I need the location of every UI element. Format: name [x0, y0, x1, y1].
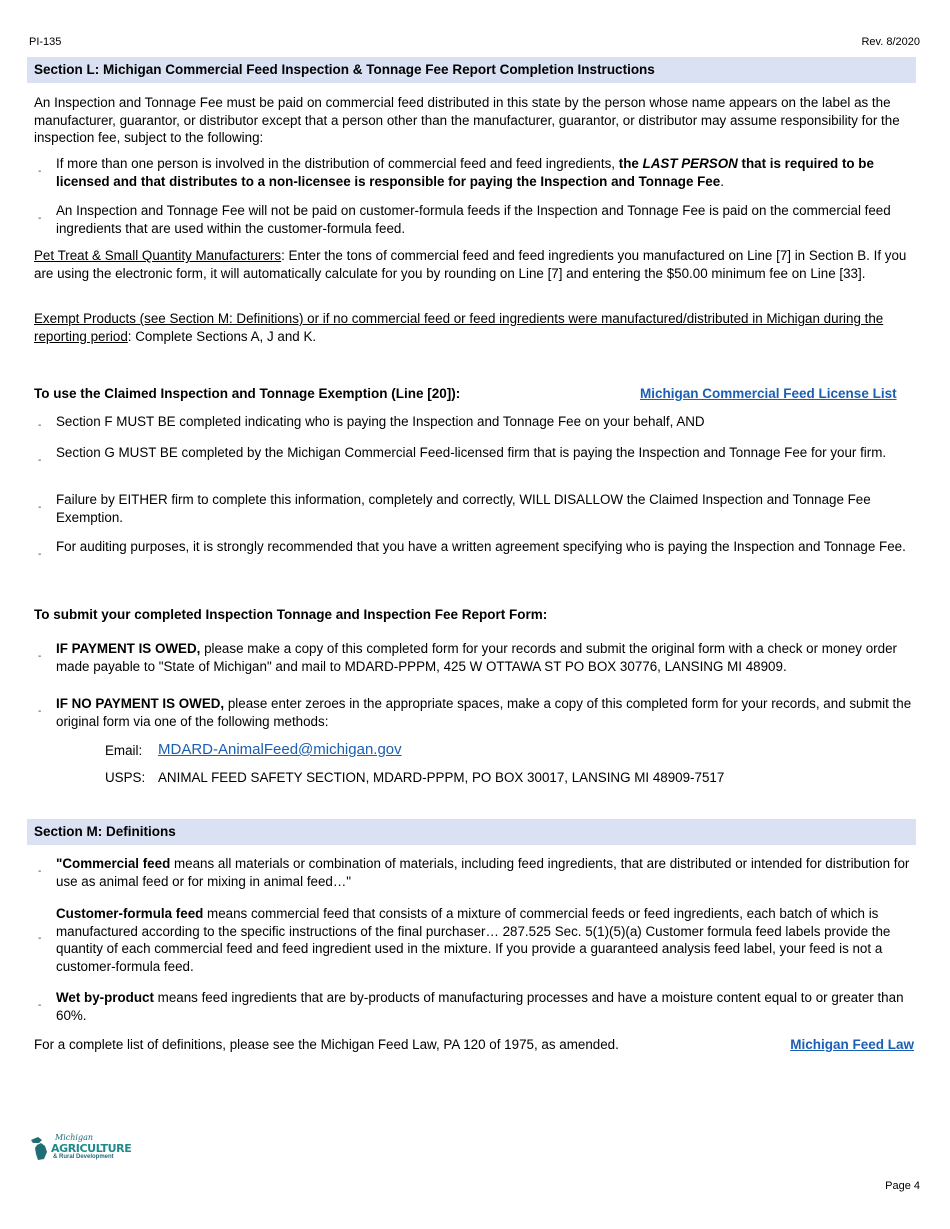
claimed-item: For auditing purposes, it is strongly recommended that you have a written agreement specifying who is paying the Inspection and Tonnage Fee.	[56, 539, 906, 554]
form-id: PI-135	[29, 36, 62, 48]
submit-heading: To submit your completed Inspection Tonnage and Inspection Fee Report Form:	[34, 607, 548, 622]
bullet-customer-formula: An Inspection and Tonnage Fee will not be paid on customer-formula feeds if the Inspection and Tonnage Fee is paid on the commercial feed ingredients that are used within the customer-formula feed.	[56, 203, 891, 236]
no-payment-label: IF NO PAYMENT IS OWED,	[56, 696, 225, 711]
bullet-marker: -	[38, 166, 42, 177]
bullet-bold: that is required to be licensed and that distributes to a non-licensee is responsible for paying the Inspection and Tonnage Fee	[56, 156, 874, 189]
bullet-bold-italic: LAST PERSON	[642, 156, 738, 171]
email-link[interactable]: MDARD-AnimalFeed@michigan.gov	[158, 741, 402, 758]
no-payment-item	[56, 695, 912, 730]
bullet-marker: -	[38, 420, 42, 431]
bullet-marker: -	[38, 651, 42, 662]
pet-treat-paragraph	[34, 247, 914, 282]
payment-owed-label: IF PAYMENT IS OWED,	[56, 641, 201, 656]
feed-law-link[interactable]: Michigan Feed Law	[790, 1037, 914, 1052]
bullet-marker: -	[38, 502, 42, 513]
page-number: Page 4	[885, 1180, 920, 1192]
logo-line1: Michigan	[55, 1133, 93, 1142]
definition-term: Customer-formula feed	[56, 906, 204, 921]
revision-date: Rev. 8/2020	[861, 36, 920, 48]
usps-address: ANIMAL FEED SAFETY SECTION, MDARD-PPPM, PO BOX 30017, LANSING MI 48909-7517	[158, 770, 725, 785]
bullet-marker: -	[38, 1000, 42, 1011]
usps-label: USPS:	[105, 770, 146, 785]
license-list-link[interactable]: Michigan Commercial Feed License List	[640, 386, 897, 401]
section-m-header: Section M: Definitions	[27, 819, 916, 845]
email-label: Email:	[105, 743, 143, 758]
claimed-item: Section G MUST BE completed by the Michigan Commercial Feed-licensed firm that is paying the Inspection and Tonnage Fee for your firm.	[56, 445, 887, 460]
bullet-marker: -	[38, 455, 42, 466]
pet-treat-label: Pet Treat & Small Quantity Manufacturers	[34, 248, 282, 263]
claimed-item: Failure by EITHER firm to complete this information, completely and correctly, WILL DISALLOW the Claimed Inspection and Tonnage Fee Exemption.	[56, 492, 871, 525]
bullet-last-person	[56, 155, 912, 190]
exempt-text: : Complete Sections A, J and K.	[127, 328, 317, 344]
section-l-header: Section L: Michigan Commercial Feed Inspection & Tonnage Fee Report Completion Instructions	[27, 57, 916, 83]
definitions-footer-text: For a complete list of definitions, please see the Michigan Feed Law, PA 120 of 1975, as amended.	[34, 1037, 619, 1052]
definition-text: means feed ingredients that are by-products of manufacturing processes and have a moisture content equal to or greater than 60%.	[56, 990, 904, 1023]
definition-text: means all materials or combination of materials, including feed ingredients, that are distributed or intended for distribution for use as animal feed or for mixing in animal feed…"	[56, 856, 910, 889]
payment-owed-text: please make a copy of this completed form for your records and submit the original form with a check or money order made payable to "State of Michigan" and mail to MDARD-PPPM, 425 W OTTAWA ST PO BOX 30776, LANSING MI 48909.	[56, 641, 897, 674]
pet-treat-text: : Enter the tons of commercial feed and feed ingredients you manufactured on Line [7] in Section B. If you are using the electronic form, it will automatically calculate for you by rounding on Line [7] and entering the $50.00 minimum fee on Line [33].	[34, 248, 907, 281]
bullet-bold: the	[618, 156, 643, 171]
exempt-paragraph	[34, 310, 914, 345]
definition-term: "Commercial feed	[56, 856, 171, 871]
bullet-text: .	[720, 173, 724, 189]
exempt-label: Exempt Products (see Section M: Definitions) or if no commercial feed or feed ingredients were manufactured/distributed in Michigan during the reporting period	[34, 311, 884, 344]
no-payment-text: please enter zeroes in the appropriate spaces, make a copy of this completed form for your records, and submit the original form via one of the following methods:	[56, 696, 912, 729]
bullet-text: If more than one person is involved in the distribution of commercial feed and feed ingredients,	[56, 156, 619, 171]
bullet-marker: -	[38, 549, 42, 560]
logo-line3: & Rural Development	[53, 1154, 114, 1160]
section-l-intro: An Inspection and Tonnage Fee must be paid on commercial feed distributed in this state by the person whose name appears on the label as the manufacturer, guarantor, or distributor except that a person other than the manufacturer, guarantor, or distributor may assume responsibility for the inspection fee, subject to the following:	[34, 95, 900, 145]
definition-commercial-feed	[56, 855, 912, 890]
bullet-marker: -	[38, 866, 42, 877]
logo-line2: AGRICULTURE	[51, 1142, 132, 1155]
bullet-marker: -	[38, 213, 42, 224]
definition-term: Wet by-product	[56, 990, 154, 1005]
claimed-exemption-heading: To use the Claimed Inspection and Tonnage Exemption (Line [20]):	[34, 386, 461, 401]
definition-text: means commercial feed that consists of a mixture of commercial feeds or feed ingredients, each batch of which is manufactured according to the specific instructions of the final purchaser… 287.525 Sec. 5(1)(5)(a) Customer formula feed labels provide the quantity of each commercial feed and feed ingredient used in the mixture. If you provide a guaranteed analysis feed label, your feed is not a customer-formula feed.	[56, 906, 891, 974]
payment-owed-item	[56, 640, 912, 675]
claimed-item: Section F MUST BE completed indicating who is paying the Inspection and Tonnage Fee on your behalf, AND	[56, 414, 705, 429]
definition-wet-byproduct	[56, 989, 912, 1024]
bullet-marker: -	[38, 706, 42, 717]
michigan-map-icon	[29, 1134, 51, 1162]
mdard-logo	[29, 1133, 132, 1163]
bullet-marker: -	[38, 933, 42, 944]
definition-customer-formula	[56, 905, 912, 975]
